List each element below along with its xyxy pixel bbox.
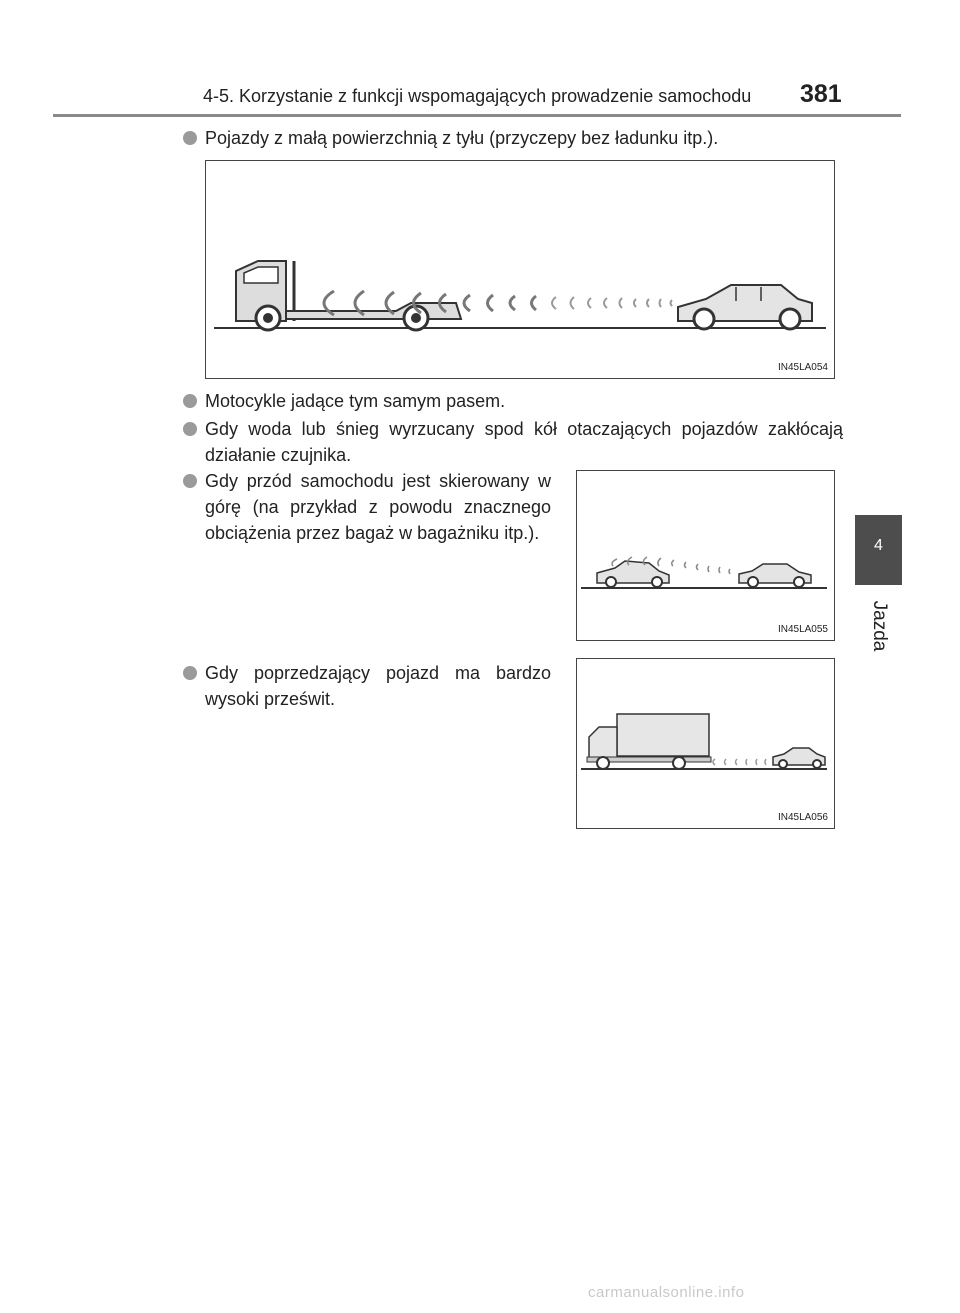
list-item	[183, 660, 551, 712]
section-title: 4-5. Korzystanie z funkcji wspomagających prowadzenie samochodu	[203, 86, 752, 106]
header-divider	[53, 114, 901, 117]
bullet-text: Pojazdy z małą powierzchnią z tyłu (przyczepy bez ładunku itp.).	[205, 128, 719, 148]
chapter-label: Jazda	[869, 600, 890, 652]
list-item	[183, 125, 843, 151]
bullet-icon	[183, 422, 197, 436]
bullet-icon	[183, 131, 197, 145]
watermark[interactable]: carmanualsonline.info	[588, 1284, 745, 1301]
list-item	[183, 416, 843, 468]
cars-icon	[577, 471, 834, 640]
figure-trailer-illustration	[205, 160, 835, 379]
figure-nose-up-illustration	[576, 470, 835, 641]
bullet-text: Gdy przód samochodu jest skierowany w górę (na przykład z powodu znacznego obciążenia przez bagaż w bagażniku itp.).	[205, 471, 551, 543]
list-item	[183, 468, 551, 546]
trailer-truck-icon	[206, 161, 834, 378]
figure-code: IN45LA055	[777, 624, 828, 635]
figure-high-clearance-illustration	[576, 658, 835, 829]
box-truck-icon	[577, 659, 834, 828]
figure-code: IN45LA056	[777, 812, 828, 823]
list-item	[183, 388, 843, 414]
bullet-text: Gdy woda lub śnieg wyrzucany spod kół otaczających pojazdów zakłócają działanie czujnika.	[205, 419, 843, 465]
chapter-label-box	[856, 596, 902, 656]
chapter-tab[interactable]	[855, 515, 902, 585]
bullet-icon	[183, 666, 197, 680]
bullet-icon	[183, 394, 197, 408]
chapter-number: 4	[874, 537, 883, 554]
bullet-text: Motocykle jadące tym samym pasem.	[205, 391, 506, 411]
bullet-icon	[183, 474, 197, 488]
page-number: 381	[800, 80, 842, 108]
bullet-text: Gdy poprzedzający pojazd ma bardzo wysoki prześwit.	[205, 663, 551, 709]
figure-code: IN45LA054	[777, 362, 828, 373]
